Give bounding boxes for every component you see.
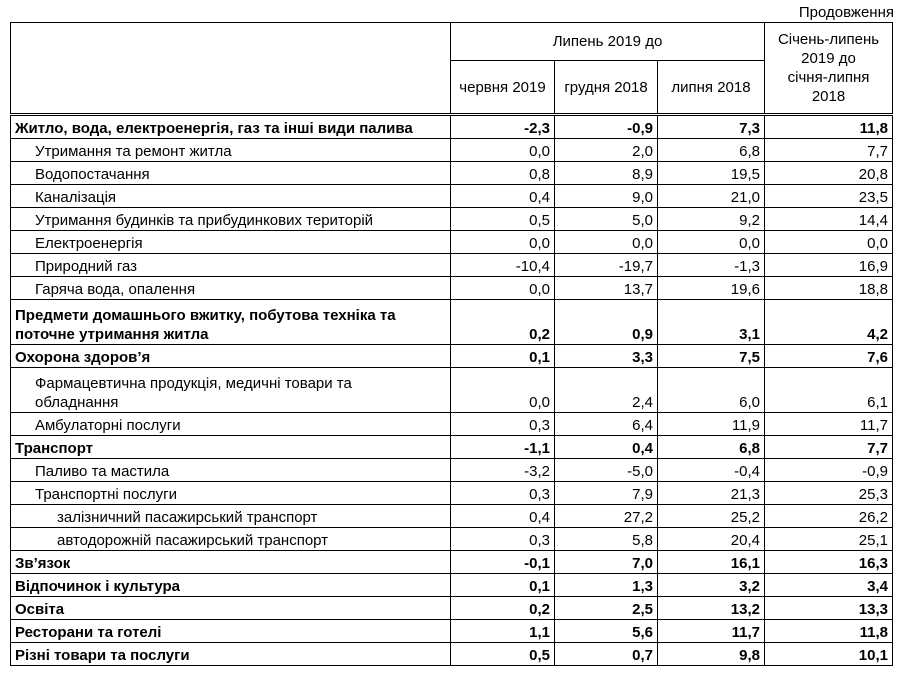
row-label: Водопостачання bbox=[11, 162, 451, 185]
cell-vs-december-2018: 13,7 bbox=[555, 277, 658, 300]
cell-vs-july-2018: 16,1 bbox=[658, 551, 765, 574]
cell-vs-july-2018: 13,2 bbox=[658, 597, 765, 620]
cell-ytd: 23,5 bbox=[765, 185, 893, 208]
cell-ytd: 25,1 bbox=[765, 528, 893, 551]
cell-vs-december-2018: 0,0 bbox=[555, 231, 658, 254]
cell-vs-december-2018: -5,0 bbox=[555, 459, 658, 482]
cell-ytd: 11,7 bbox=[765, 413, 893, 436]
header-ytd-line2: 2019 до bbox=[801, 50, 856, 67]
cell-vs-december-2018: 0,7 bbox=[555, 643, 658, 666]
cell-vs-june-2019: -2,3 bbox=[451, 115, 555, 139]
cell-vs-december-2018: 7,9 bbox=[555, 482, 658, 505]
table-row bbox=[11, 300, 893, 345]
cell-ytd: 6,1 bbox=[765, 368, 893, 413]
cell-vs-july-2018: 6,0 bbox=[658, 368, 765, 413]
header-ytd-line1: Січень-липень bbox=[777, 31, 880, 48]
cell-vs-july-2018: 7,3 bbox=[658, 115, 765, 139]
cell-vs-june-2019: 1,1 bbox=[451, 620, 555, 643]
cell-ytd: 18,8 bbox=[765, 277, 893, 300]
cell-vs-june-2019: 0,0 bbox=[451, 277, 555, 300]
cell-vs-june-2019: -10,4 bbox=[451, 254, 555, 277]
row-label: Різні товари та послуги bbox=[11, 643, 451, 666]
row-label-header bbox=[11, 23, 451, 115]
table-row bbox=[11, 574, 893, 597]
cell-vs-july-2018: 11,9 bbox=[658, 413, 765, 436]
cell-vs-july-2018: 20,4 bbox=[658, 528, 765, 551]
table-row bbox=[11, 185, 893, 208]
table-row bbox=[11, 139, 893, 162]
cell-vs-june-2019: 0,3 bbox=[451, 528, 555, 551]
row-label: Відпочинок і культура bbox=[11, 574, 451, 597]
cell-vs-july-2018: 11,7 bbox=[658, 620, 765, 643]
row-label bbox=[11, 300, 451, 345]
header-december-2018: грудня 2018 bbox=[555, 61, 658, 115]
row-label: Освіта bbox=[11, 597, 451, 620]
header-ytd-line3: січня-липня bbox=[787, 69, 870, 86]
cell-vs-december-2018: 9,0 bbox=[555, 185, 658, 208]
row-label-line1: Предмети домашнього вжитку, побутова техніка та bbox=[15, 307, 396, 324]
row-label-line1: Фармацевтична продукція, медичні товари та bbox=[35, 375, 352, 392]
cell-vs-july-2018: 9,8 bbox=[658, 643, 765, 666]
table-row bbox=[11, 482, 893, 505]
table-row bbox=[11, 345, 893, 368]
cell-ytd: 14,4 bbox=[765, 208, 893, 231]
cell-vs-december-2018: 2,4 bbox=[555, 368, 658, 413]
cell-ytd: 7,7 bbox=[765, 436, 893, 459]
cell-vs-june-2019: 0,5 bbox=[451, 208, 555, 231]
row-label: автодорожній пасажирський транспорт bbox=[11, 528, 451, 551]
row-label: залізничний пасажирський транспорт bbox=[11, 505, 451, 528]
table-row bbox=[11, 459, 893, 482]
table-row bbox=[11, 231, 893, 254]
table-row bbox=[11, 254, 893, 277]
price-index-table bbox=[10, 22, 893, 666]
cell-ytd: 7,6 bbox=[765, 345, 893, 368]
cell-vs-june-2019: 0,1 bbox=[451, 345, 555, 368]
cell-vs-june-2019: -3,2 bbox=[451, 459, 555, 482]
cell-vs-december-2018: 1,3 bbox=[555, 574, 658, 597]
cell-vs-december-2018: 27,2 bbox=[555, 505, 658, 528]
table-row bbox=[11, 597, 893, 620]
cell-vs-july-2018: 0,0 bbox=[658, 231, 765, 254]
row-label-line2: обладнання bbox=[35, 394, 119, 411]
header-june-2019: червня 2019 bbox=[451, 61, 555, 115]
group-header-july-2019: Липень 2019 до bbox=[451, 23, 765, 61]
cell-vs-july-2018: 7,5 bbox=[658, 345, 765, 368]
cell-vs-december-2018: 5,8 bbox=[555, 528, 658, 551]
cell-ytd: 11,8 bbox=[765, 115, 893, 139]
table-row bbox=[11, 436, 893, 459]
row-label: Зв’язок bbox=[11, 551, 451, 574]
row-label: Паливо та мастила bbox=[11, 459, 451, 482]
cell-vs-december-2018: 2,0 bbox=[555, 139, 658, 162]
cell-vs-december-2018: -0,9 bbox=[555, 115, 658, 139]
row-label: Транспортні послуги bbox=[11, 482, 451, 505]
cell-vs-july-2018: 21,0 bbox=[658, 185, 765, 208]
cell-vs-july-2018: 19,5 bbox=[658, 162, 765, 185]
cell-vs-june-2019: 0,1 bbox=[451, 574, 555, 597]
cell-vs-june-2019: -0,1 bbox=[451, 551, 555, 574]
row-label: Електроенергія bbox=[11, 231, 451, 254]
table-row bbox=[11, 643, 893, 666]
cell-vs-december-2018: -19,7 bbox=[555, 254, 658, 277]
cell-ytd: 20,8 bbox=[765, 162, 893, 185]
cell-vs-june-2019: 0,4 bbox=[451, 505, 555, 528]
table-row bbox=[11, 368, 893, 413]
continuation-note: Продовження bbox=[798, 4, 894, 21]
cell-vs-december-2018: 0,4 bbox=[555, 436, 658, 459]
cell-ytd: 10,1 bbox=[765, 643, 893, 666]
cell-vs-july-2018: 25,2 bbox=[658, 505, 765, 528]
cell-vs-june-2019: 0,3 bbox=[451, 482, 555, 505]
cell-ytd: 26,2 bbox=[765, 505, 893, 528]
cell-vs-july-2018: 6,8 bbox=[658, 436, 765, 459]
row-label: Охорона здоров’я bbox=[11, 345, 451, 368]
table-row bbox=[11, 208, 893, 231]
table-row bbox=[11, 277, 893, 300]
table-row bbox=[11, 505, 893, 528]
cell-vs-june-2019: 0,0 bbox=[451, 231, 555, 254]
cell-vs-july-2018: -1,3 bbox=[658, 254, 765, 277]
cell-vs-december-2018: 7,0 bbox=[555, 551, 658, 574]
cell-ytd: 7,7 bbox=[765, 139, 893, 162]
header-ytd-line4: 2018 bbox=[811, 88, 846, 105]
table-row bbox=[11, 620, 893, 643]
row-label: Ресторани та готелі bbox=[11, 620, 451, 643]
cell-vs-july-2018: 9,2 bbox=[658, 208, 765, 231]
cell-ytd: 11,8 bbox=[765, 620, 893, 643]
table-row bbox=[11, 413, 893, 436]
cell-vs-june-2019: 0,8 bbox=[451, 162, 555, 185]
cell-ytd: 16,9 bbox=[765, 254, 893, 277]
cell-ytd: 16,3 bbox=[765, 551, 893, 574]
row-label: Природний газ bbox=[11, 254, 451, 277]
row-label bbox=[11, 368, 451, 413]
header-jan-jul-2019 bbox=[765, 23, 893, 115]
cell-vs-june-2019: 0,2 bbox=[451, 300, 555, 345]
cell-vs-june-2019: 0,0 bbox=[451, 139, 555, 162]
table-row bbox=[11, 528, 893, 551]
cell-vs-june-2019: 0,4 bbox=[451, 185, 555, 208]
cell-ytd: -0,9 bbox=[765, 459, 893, 482]
cell-vs-june-2019: 0,3 bbox=[451, 413, 555, 436]
row-label: Утримання та ремонт житла bbox=[11, 139, 451, 162]
row-label: Каналізація bbox=[11, 185, 451, 208]
row-label: Амбулаторні послуги bbox=[11, 413, 451, 436]
cell-ytd: 25,3 bbox=[765, 482, 893, 505]
cell-vs-december-2018: 2,5 bbox=[555, 597, 658, 620]
cell-vs-december-2018: 5,0 bbox=[555, 208, 658, 231]
row-label: Житло, вода, електроенергія, газ та інші види палива bbox=[11, 115, 451, 139]
cell-vs-july-2018: 21,3 bbox=[658, 482, 765, 505]
table-row bbox=[11, 162, 893, 185]
cell-ytd: 3,4 bbox=[765, 574, 893, 597]
cell-vs-december-2018: 8,9 bbox=[555, 162, 658, 185]
header-july-2018: липня 2018 bbox=[658, 61, 765, 115]
cell-vs-december-2018: 0,9 bbox=[555, 300, 658, 345]
cell-vs-december-2018: 3,3 bbox=[555, 345, 658, 368]
row-label: Гаряча вода, опалення bbox=[11, 277, 451, 300]
cell-vs-june-2019: 0,0 bbox=[451, 368, 555, 413]
cell-ytd: 0,0 bbox=[765, 231, 893, 254]
table-row bbox=[11, 115, 893, 139]
cell-ytd: 4,2 bbox=[765, 300, 893, 345]
row-label: Транспорт bbox=[11, 436, 451, 459]
cell-vs-july-2018: 3,1 bbox=[658, 300, 765, 345]
row-label-line2: поточне утримання житла bbox=[15, 326, 209, 343]
cell-vs-june-2019: 0,5 bbox=[451, 643, 555, 666]
cell-vs-july-2018: 6,8 bbox=[658, 139, 765, 162]
table-row bbox=[11, 551, 893, 574]
cell-vs-december-2018: 5,6 bbox=[555, 620, 658, 643]
cell-vs-july-2018: -0,4 bbox=[658, 459, 765, 482]
row-label: Утримання будинків та прибудинкових територій bbox=[11, 208, 451, 231]
cell-ytd: 13,3 bbox=[765, 597, 893, 620]
cell-vs-june-2019: -1,1 bbox=[451, 436, 555, 459]
cell-vs-july-2018: 19,6 bbox=[658, 277, 765, 300]
cell-vs-june-2019: 0,2 bbox=[451, 597, 555, 620]
cell-vs-july-2018: 3,2 bbox=[658, 574, 765, 597]
cell-vs-december-2018: 6,4 bbox=[555, 413, 658, 436]
